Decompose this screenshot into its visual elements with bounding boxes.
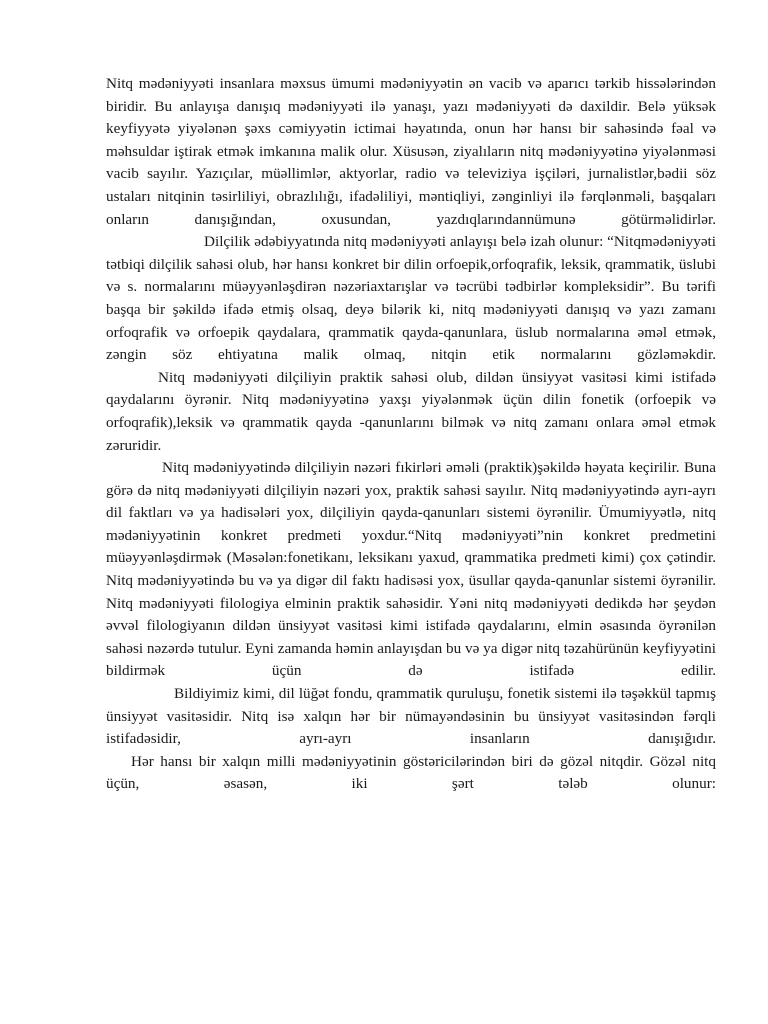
paragraph-6: Hər hansı bir xalqın milli mədəniyyətinin göstəricilərindən biri də gözəl nitqdir. Gözəl nitq üçün, əsasən, iki şərt tələb olunur: bbox=[106, 752, 716, 793]
paragraph-2: Dilçilik ədəbiyyatında nitq mədəniyyəti anlayışı belə izah olunur: “Nitqmədəniyyəti tətbiqi dilçilik sahəsi olub, hər hansı konkret bir dilin orfoepik,orfoqrafik, leksik, qrammatik, üslubi və s. normalarını müəyyənləşdirən nəzəriaxtarışlar və təcrübi tədbirlər kompleksidir”. Bu tərifi başqa bir şəkildə ifadə etmiş olsaq, deyə bilərik ki, nitq mədəniyyəti danışıq və yazı zamanı orfoqrafik və orfoepik qaydalara, qrammatik qayda-qanunlara, üslub normalarına əməl etmək, zəngin söz ehtiyatına malik olmaq, nitqin etik normalarını gözləməkdir. bbox=[106, 233, 716, 364]
paragraph-1: Nitq mədəniyyəti insanlara məxsus ümumi mədəniyyətin ən vacib və aparıcı tərkib hissələrindən biridir. Bu anlayışa danışıq mədəniyyəti ilə yanaşı, yazı mədəniyyəti də daxildir. Belə yüksək keyfiyyətə yiyələnən şəxs cəmiyyətin ictimai həyatında, onun hər hansı bir sahəsində fəal və məhsuldar iştirak etmək imkanına malik olur. Xüsusən, ziyalıların nitq mədəniyyətinə yiyələnməsi vacib sayılır. Yazıçılar, müəllimlər, aktyorlar, radio və televiziya işçiləri, jurnalistlər,bədii söz ustaları nitqinin təsirliliyi, obrazlılığı, ifadəliliyi, məntiqliyi, zənginliyi ilə fərqlənməli, başqaları onların danışığından, oxusundan, yazdıqlarındannümunə götürməlidirlər. bbox=[106, 75, 716, 228]
document-body bbox=[106, 73, 716, 796]
paragraph-4: Nitq mədəniyyətində dilçiliyin nəzəri fıkirləri əməli (praktik)şəkildə həyata keçirilir. Buna görə də nitq mədəniyyəti dilçiliyin nəzəri yox, praktik sahəsi sayılır. Nitq mədəniyyətində ayrı-ayrı dil faktları və ya hadisələri yox, dilçiliyin qayda-qanunları sistemi öyrənilir. Ümumiyyətlə, nitq mədəniyyətinin konkret predmeti yoxdur.“Nitq mədəniyyəti”nin konkret predmetini müəyyənləşdirmək (Məsələn:fonetikanı, leksikanı yaxud, qrammatika predmeti kimi) çox çətindir. Nitq mədəniyyətində bu və ya digər dil faktı hadisəsi yox, üsullar qayda-qanunlar sistemi öyrənilir. Nitq mədəniyyəti filologiya elminin praktik sahəsidir. Yəni nitq mədəniyyəti dedikdə hər şeydən əvvəl filologiyanın dildən ünsiyyət vasitəsi kimi istifadə qaydalarını, elmin əsasında öyrənilən sahəsi nəzərdə tutulur. Eyni zamanda həmin anlayışdan bu və ya digər nitq təzahürünün keyfiyyətini bildirmək üçün də istifadə edilir. bbox=[106, 459, 716, 680]
paragraph-5: Bildiyimiz kimi, dil lüğət fondu, qrammatik quruluşu, fonetik sistemi ilə təşəkkül tapmış ünsiyyət vasitəsidir. Nitq isə xalqın hər bir nümayəndəsinin bu ünsiyyət vasitəsindən fərqli istifadəsidir, ayrı-ayrı insanların danışığıdır. bbox=[106, 685, 716, 748]
paragraph-3: Nitq mədəniyyəti dilçiliyin praktik sahəsi olub, dildən ünsiyyət vasitəsi kimi istifadə qaydalarını öyrənir. Nitq mədəniyyətinə yaxşı yiyələnmək üçün dilin fonetik (orfoepik və orfoqrafik),leksik və qrammatik qayda -qanunlarını bilmək və nitq zamanı onlara əməl etmək zəruridir. bbox=[106, 368, 716, 454]
